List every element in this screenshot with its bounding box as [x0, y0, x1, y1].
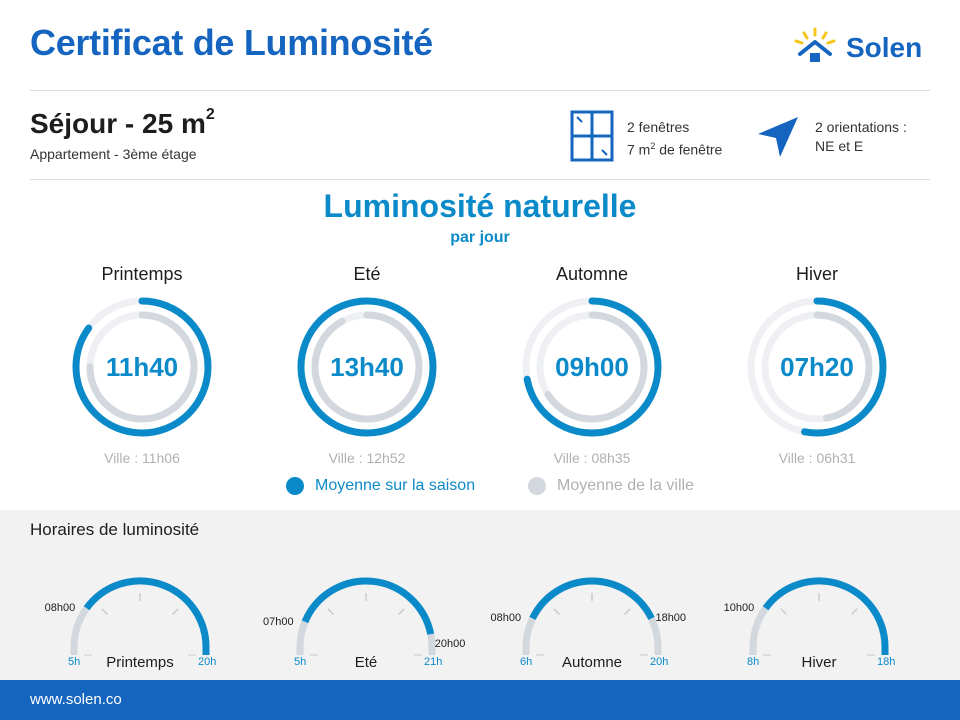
gauge-max-label: 20h — [198, 656, 217, 668]
season-value: 09h00 — [555, 352, 629, 382]
season-name: Eté — [353, 264, 381, 284]
legend-item-city — [528, 474, 694, 498]
gauge-min-label: 6h — [520, 656, 533, 668]
hours-gauge-2 — [482, 565, 702, 677]
hours-gauge-0 — [30, 565, 250, 677]
season-value: 13h40 — [330, 352, 404, 382]
gauge-min-label: 8h — [747, 656, 760, 668]
gauge-max-label: 18h — [877, 656, 896, 668]
windows-info: 2 fenêtres 7 $m^2$ de fenêtre — [627, 119, 723, 158]
end-time-label: 18h00 — [655, 612, 687, 625]
hours-title: Horaires de luminosité — [30, 520, 200, 539]
city-dot-icon — [528, 477, 546, 495]
season-name: Automne — [555, 264, 629, 284]
gauge-season-label: Hiver — [801, 654, 837, 671]
season-card-2 — [492, 262, 692, 466]
season-name: Hiver — [795, 264, 838, 284]
season-value: 07h20 — [780, 352, 854, 382]
season-value: 11h40 — [105, 352, 179, 382]
legend-item-season — [286, 474, 475, 498]
gauge-season-label: Eté — [354, 654, 378, 671]
footer-link[interactable]: www.solen.co — [30, 691, 122, 708]
season-card-3 — [717, 262, 917, 466]
luminosity-donut — [519, 294, 665, 440]
legend-season-label: Moyenne sur la saison — [315, 477, 476, 494]
daylight-arc — [87, 581, 206, 655]
season-card-1 — [267, 262, 467, 466]
room-title: Séjour - 25 $m^2$ — [30, 105, 215, 139]
solen-logo[interactable] — [792, 26, 932, 70]
start-time-label: 07h00 — [263, 615, 294, 628]
sun-house-icon — [792, 26, 838, 66]
divider — [30, 90, 930, 91]
city-average: Ville : 12h52 — [328, 450, 406, 466]
luminosity-subtitle: par jour — [450, 229, 510, 246]
season-dot-icon — [286, 477, 304, 495]
start-time-label: 08h00 — [490, 612, 522, 625]
hours-panel — [0, 510, 960, 680]
orientations-info: 2 orientations : NE et E — [815, 119, 907, 154]
gauge-min-label: 5h — [68, 656, 81, 668]
hours-gauge-1 — [256, 565, 476, 677]
daylight-arc — [305, 581, 431, 634]
daylight-arc — [766, 581, 885, 655]
luminosity-donut — [69, 294, 215, 440]
gauge-max-label: 20h — [650, 656, 669, 668]
city-average: Ville : 08h35 — [553, 450, 631, 466]
luminosity-donut — [294, 294, 440, 440]
season-name: Printemps — [101, 264, 183, 284]
gauge-season-label: Printemps — [106, 654, 174, 671]
navigation-arrow-icon — [755, 114, 801, 165]
season-card-0 — [42, 262, 242, 466]
hours-gauge-3 — [709, 565, 929, 677]
footer — [0, 680, 960, 720]
start-time-label: 10h00 — [723, 602, 755, 615]
end-time-label: 20h00 — [434, 638, 466, 651]
window-icon — [570, 110, 614, 167]
city-average: Ville : 11h06 — [104, 450, 180, 466]
start-time-label: 08h00 — [44, 602, 76, 615]
page-title: Certificat de Luminosité — [30, 22, 433, 63]
legend-city-label: Moyenne de la ville — [557, 477, 694, 494]
brand-name: Solen — [846, 32, 923, 63]
divider — [30, 179, 930, 180]
room-subtitle: Appartement - 3ème étage — [30, 146, 197, 162]
gauge-max-label: 21h — [424, 656, 443, 668]
gauge-season-label: Automne — [561, 654, 623, 671]
gauge-min-label: 5h — [294, 656, 307, 668]
luminosity-title: Luminosité naturelle — [323, 188, 637, 224]
city-average: Ville : 06h31 — [778, 450, 856, 466]
luminosity-donut — [744, 294, 890, 440]
legend — [0, 474, 960, 498]
